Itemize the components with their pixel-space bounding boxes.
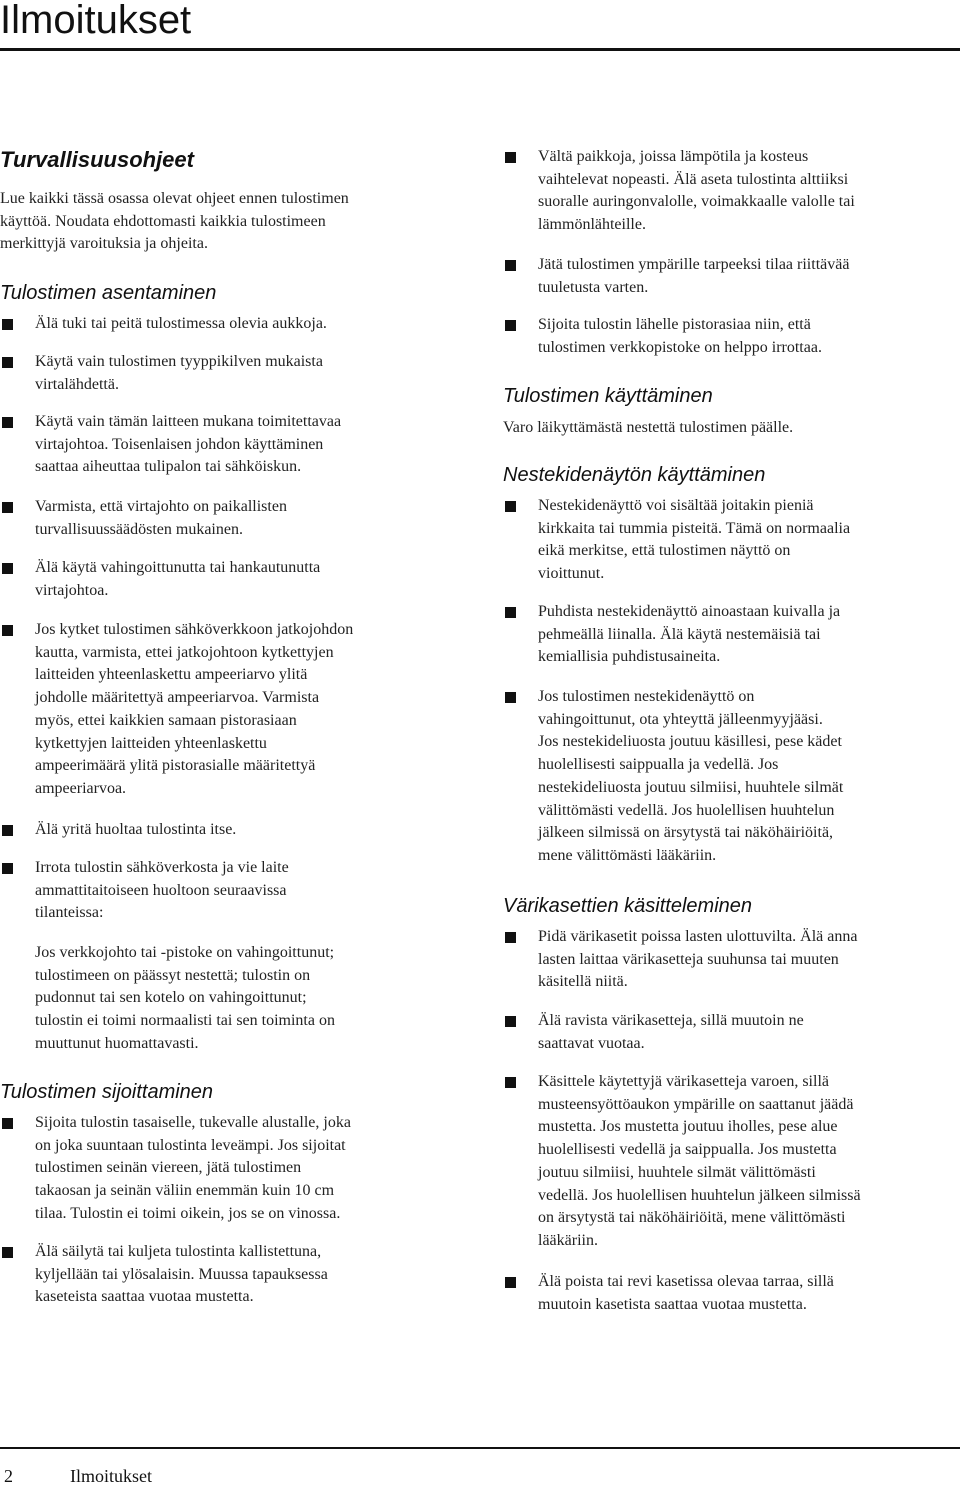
usage-paragraph — [503, 417, 793, 440]
text-line: Älä tuki tai peitä tulostimessa olevia aukkoja. — [35, 315, 327, 332]
list-item-text — [35, 496, 465, 541]
text-line: on joka suuntaan tulostinta leveämpi. Jos sijoitat — [35, 1136, 346, 1154]
installation-followup-paragraph — [35, 942, 335, 1056]
text-line: Sijoita tulostin lähelle pistorasiaa niin, että — [538, 316, 811, 333]
list-item-text — [35, 351, 465, 396]
text-line: kytkettyjen laitteiden yhteenlaskettu — [35, 734, 267, 752]
section-heading-usage: Tulostimen käyttäminen — [503, 385, 713, 407]
text-line: on ärsytystä tai näköhäiriöitä, mene välittömästi — [538, 1209, 846, 1227]
text-line: välittömästi vedellä. Jos huolellisen huuhtelun — [538, 801, 835, 819]
square-bullet-icon — [505, 1077, 516, 1088]
text-line: ampeeriarvoa. — [35, 779, 127, 797]
text-line: takaosan ja seinän väliin enemmän kuin 10 cm — [35, 1182, 335, 1200]
text-line: tulostin ei toimi normaalisti tai sen toiminta on — [35, 1012, 335, 1030]
list-item-text — [35, 819, 465, 842]
text-line: mene välittömästi lääkäriin. — [538, 846, 717, 864]
text-line: turvallisuussäädösten mukainen. — [35, 520, 243, 538]
section-heading-cartridges: Värikasettien käsitteleminen — [503, 895, 753, 917]
square-bullet-icon — [2, 825, 13, 836]
text-line: vioittunut. — [538, 565, 605, 583]
list-item-text — [538, 1271, 960, 1316]
square-bullet-icon — [2, 863, 13, 874]
list-item-text — [35, 857, 465, 925]
text-line: Älä poista tai revi kasetissa olevaa tarraa, sillä — [538, 1273, 834, 1290]
text-line: Jos nestekideliuosta joutuu käsillesi, pese kädet — [538, 733, 842, 751]
footer-rule — [0, 1447, 960, 1449]
text-line: huolellisesti saippualla ja vedellä. Jos — [538, 756, 779, 774]
text-line: Jos verkkojohto tai -pistoke on vahingoittunut; — [35, 944, 335, 961]
text-line: jälkeen silmissä on ärsytystä tai näköhäiriöitä, — [538, 824, 834, 842]
square-bullet-icon — [505, 932, 516, 943]
text-line: Vältä paikkoja, joissa lämpötila ja kosteus — [538, 148, 809, 165]
text-line: laitteiden yhteenlaskettu ampeeriarvo ylitä — [35, 666, 308, 684]
square-bullet-icon — [505, 1277, 516, 1288]
text-line: käyttöä. Noudata ehdottomasti kaikkia tulostimeen — [0, 212, 326, 230]
text-line: nestekideliuosta joutuu silmiisi, huuhtele silmät — [538, 778, 844, 796]
text-line: Puhdista nestekidenäyttö ainoastaan kuivalla ja — [538, 603, 841, 620]
text-line: pehmeällä liinalla. Älä käytä nestemäisiä tai — [538, 625, 821, 643]
text-line: Jätä tulostimen ympärille tarpeeksi tilaa riittävää — [538, 256, 850, 273]
text-line: vaihtelevat nopeasti. Älä aseta tulostinta alttiiksi — [538, 170, 849, 188]
text-line: tulostimen verkkopistoke on helppo irrottaa. — [538, 338, 822, 356]
footer-page-number: 2 — [4, 1466, 13, 1486]
text-line: muutoin kasetista saattaa vuotaa mustetta. — [538, 1295, 807, 1313]
title-rule — [0, 48, 960, 51]
text-line: lämmönlähteille. — [538, 216, 646, 234]
text-line: eikä merkitse, että tulostimen näyttö on — [538, 542, 791, 560]
square-bullet-icon — [2, 319, 13, 330]
text-line: kautta, varmista, ettei jatkojohtoon kytkettyjen — [35, 643, 334, 661]
square-bullet-icon — [505, 1016, 516, 1027]
list-item-text — [35, 411, 465, 479]
list-item-text — [538, 601, 960, 669]
text-line: Älä säilytä tai kuljeta tulostinta kallistettuna, — [35, 1243, 322, 1260]
text-line: Jos kytket tulostimen sähköverkkoon jatkojohdon — [35, 621, 354, 638]
list-item-text — [35, 1112, 465, 1226]
text-line: pudonnut tai sen kotelo on vahingoittunut; — [35, 989, 307, 1007]
square-bullet-icon — [505, 607, 516, 618]
list-item-text — [538, 314, 960, 359]
text-line: kaseteista saattaa vuotaa mustetta. — [35, 1288, 254, 1306]
square-bullet-icon — [505, 501, 516, 512]
text-line: Irrota tulostin sähköverkosta ja vie laite — [35, 859, 289, 876]
section-heading-placement: Tulostimen sijoittaminen — [0, 1081, 214, 1103]
text-line: virtajohtoa. — [35, 581, 109, 599]
text-line: Jos tulostimen nestekidenäyttö on — [538, 688, 755, 705]
square-bullet-icon — [2, 357, 13, 368]
text-line: Pidä värikasetit poissa lasten ulottuvilta. Älä anna — [538, 928, 858, 945]
list-item-text — [538, 686, 960, 868]
list-item-text — [35, 313, 465, 336]
square-bullet-icon — [505, 692, 516, 703]
text-line: vedellä. Jos huolellisen huuhtelun jälkeen silmissä — [538, 1186, 861, 1204]
text-line: musteensyöttöaukon ympärille on saattanut jäädä — [538, 1095, 854, 1113]
text-line: tilanteissa: — [35, 904, 104, 922]
text-line: johdolle määritettyä ampeeriarvoa. Varmista — [35, 689, 320, 707]
text-line: muuttunut huomattavasti. — [35, 1034, 199, 1052]
square-bullet-icon — [2, 1118, 13, 1129]
text-line: joutuu silmiisi, huuhtele silmät välittömästi — [538, 1163, 816, 1181]
text-line: Käytä vain tulostimen tyyppikilven mukaista — [35, 353, 323, 370]
square-bullet-icon — [2, 502, 13, 513]
text-line: kyljellään tai ylösalaisin. Muussa tapauksessa — [35, 1265, 328, 1283]
page-title: Ilmoitukset — [0, 0, 192, 42]
square-bullet-icon — [505, 260, 516, 271]
text-line: Nestekidenäyttö voi sisältää joitakin pieniä — [538, 497, 814, 514]
square-bullet-icon — [2, 563, 13, 574]
text-line: huolellisesti vedellä ja saippualla. Jos mustetta — [538, 1141, 837, 1159]
square-bullet-icon — [2, 1247, 13, 1258]
text-line: Älä käytä vahingoittunutta tai hankautunutta — [35, 559, 321, 576]
list-item-text — [538, 926, 960, 994]
text-line: Varo läikyttämästä nestettä tulostimen päälle. — [503, 419, 794, 436]
text-line: Lue kaikki tässä osassa olevat ohjeet ennen tulostimen — [0, 190, 349, 207]
text-line: suoralle auringonvalolle, voimakkaalle valolle tai — [538, 193, 855, 211]
text-line: Käytä vain tämän laitteen mukana toimitettavaa — [35, 413, 342, 430]
list-item-text — [538, 495, 960, 586]
text-line: saattavat vuotaa. — [538, 1034, 645, 1052]
intro-paragraph — [0, 188, 349, 256]
text-line: kemiallisia puhdistusaineita. — [538, 648, 721, 666]
text-line: Älä ravista värikasetteja, sillä muutoin ne — [538, 1012, 804, 1029]
text-line: lääkäriin. — [538, 1231, 598, 1249]
text-line: ampeerimäärä ylitä pistorasialle määritettyä — [35, 757, 316, 775]
text-line: tulostimeen on päässyt nestettä; tulostin on — [35, 966, 311, 984]
text-line: ammattitaitoiseen huoltoon seuraavissa — [35, 881, 287, 899]
list-item-text — [35, 557, 465, 602]
text-line: tulostimen seinän viereen, jätä tulostimen — [35, 1159, 302, 1177]
text-line: käsitellä niitä. — [538, 973, 628, 991]
text-line: virtajohtoa. Toisenlaisen johdon käyttäminen — [35, 435, 324, 453]
text-line: saattaa aiheuttaa tulipalon tai sähköiskun. — [35, 458, 302, 476]
footer-section-title: Ilmoitukset — [70, 1466, 152, 1486]
list-item-text — [538, 146, 960, 237]
text-line: tuuletusta varten. — [538, 278, 649, 296]
text-line: mustetta. Jos mustetta joutuu iholles, pese alue — [538, 1118, 838, 1136]
text-line: virtalähdettä. — [35, 375, 119, 393]
text-line: Älä yritä huoltaa tulostinta itse. — [35, 821, 237, 838]
square-bullet-icon — [2, 625, 13, 636]
text-line: Käsittele käytettyjä värikasetteja varoen, sillä — [538, 1073, 829, 1090]
square-bullet-icon — [505, 320, 516, 331]
list-item-text — [538, 254, 960, 299]
text-line: lasten laittaa värikasetteja suuhunsa tai muuten — [538, 950, 839, 968]
section-heading-installation: Tulostimen asentaminen — [0, 282, 217, 304]
section-heading-lcd: Nestekidenäytön käyttäminen — [503, 464, 766, 486]
text-line: Varmista, että virtajohto on paikallisten — [35, 498, 287, 515]
text-line: tilaa. Tulostin ei toimi oikein, jos se on vinossa. — [35, 1204, 341, 1222]
list-item-text — [35, 1241, 465, 1309]
list-item-text — [538, 1010, 960, 1055]
text-line: Sijoita tulostin tasaiselle, tukevalle alustalle, joka — [35, 1114, 351, 1131]
text-line: kirkkaita tai tummia pisteitä. Tämä on normaalia — [538, 519, 851, 537]
square-bullet-icon — [505, 152, 516, 163]
text-line: myös, ettei kaikkien samaan pistorasiaan — [35, 711, 297, 729]
list-item-text — [538, 1071, 960, 1253]
text-line: vahingoittunut, ota yhteyttä jälleenmyyjääsi. — [538, 710, 823, 728]
list-item-text — [35, 619, 465, 801]
main-heading: Turvallisuusohjeet — [0, 147, 194, 172]
text-line: merkittyjä varoituksia ja ohjeita. — [0, 235, 208, 253]
square-bullet-icon — [2, 417, 13, 428]
